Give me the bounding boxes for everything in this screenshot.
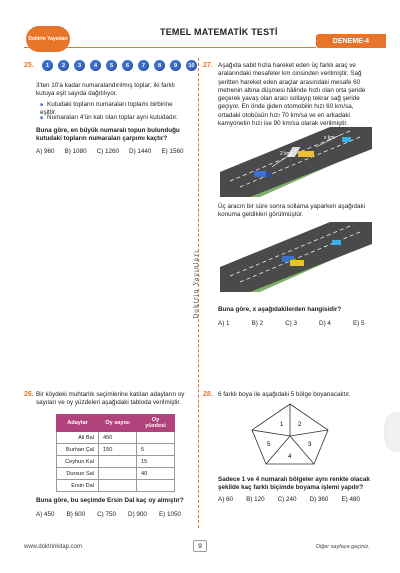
cell-name: Dursun Sal bbox=[57, 468, 99, 480]
q28-choice-e[interactable]: E) 480 bbox=[341, 496, 360, 503]
table-row bbox=[57, 444, 175, 456]
ball-icon: 9 bbox=[170, 60, 181, 71]
q28-text: 6 farklı boya ile aşağıdaki 5 bölge boyanacaktır. bbox=[218, 391, 351, 398]
q27-text: Aşağıda sabit hızla hareket eden üç farklı araç ve aralarındaki mesafeler km cinsinden verilmiştir. Sağ şeritten hareket eden araçlar arasındaki mesafe 60 metrenin altına düşmesi hâlinde hızlı olan orta şeride geçerek yavaş olan aracı sollayıp tekrar sağ şeride geçiyor. En önde giden otomobilin hızı 60 km/sa, ortadaki otobüsün hızı 70 km/sa ve en arkadaki kamyonetin hızı ise 90 km/sa olarak verilmiştir. bbox=[218, 62, 366, 128]
q27-choice-c[interactable]: C) 3 bbox=[285, 320, 298, 327]
cell-name: Ersin Dal bbox=[57, 480, 99, 492]
cell-name: Burhan Çal bbox=[57, 444, 99, 456]
q27-number: 27. bbox=[203, 62, 213, 69]
q27-choice-d[interactable]: D) 4 bbox=[319, 320, 331, 327]
cell-percent: 15 bbox=[137, 456, 175, 468]
cell-percent: 40 bbox=[137, 468, 175, 480]
q28-choice-b[interactable]: B) 120 bbox=[246, 496, 265, 503]
road-scene-1 bbox=[220, 127, 372, 197]
col-header-votes: Oy sayısı bbox=[99, 415, 137, 432]
q25-choices bbox=[36, 148, 184, 155]
cell-votes: 150 bbox=[99, 444, 137, 456]
q27-choices bbox=[218, 320, 365, 327]
q25-choice-a[interactable]: A) 960 bbox=[36, 148, 55, 155]
q25-choice-d[interactable]: D) 1440 bbox=[129, 148, 152, 155]
cell-percent: 5 bbox=[137, 444, 175, 456]
pentagon-diagram bbox=[250, 402, 330, 466]
cell-votes bbox=[99, 468, 137, 480]
ball-icon: 7 bbox=[138, 60, 149, 71]
cell-percent bbox=[137, 432, 175, 444]
q25-bullet-1: ■ Kutudaki topların numaraları toplamı birbirine eşittir. bbox=[40, 101, 190, 117]
q28-choice-a[interactable]: A) 60 bbox=[218, 496, 234, 503]
q26-choice-d[interactable]: D) 900 bbox=[128, 511, 147, 518]
ball-icon: 2 bbox=[58, 60, 69, 71]
spine-text: Doktrin Yayınları bbox=[193, 250, 200, 319]
distance-2km-label: 2 km bbox=[280, 151, 291, 157]
region-label-3: 3 bbox=[308, 442, 312, 448]
q25-choice-c[interactable]: C) 1260 bbox=[96, 148, 120, 155]
ball-icon: 1 bbox=[42, 60, 53, 71]
region-label-4: 4 bbox=[288, 454, 292, 460]
car-icon bbox=[342, 137, 351, 142]
q26-choice-a[interactable]: A) 450 bbox=[36, 511, 55, 518]
q27-choice-e[interactable]: E) 5 bbox=[352, 320, 365, 327]
road-scene-2 bbox=[220, 222, 372, 292]
table-row bbox=[57, 432, 175, 444]
q28-choice-c[interactable]: C) 240 bbox=[277, 496, 297, 503]
ball-icon: 3 bbox=[74, 60, 85, 71]
q27-question: Buna göre, x aşağıdakilerden hangisidir? bbox=[218, 306, 342, 313]
votes-table bbox=[56, 414, 175, 492]
q26-question: Buna göre, bu seçimde Ersin Dal kaç oy almıştır? bbox=[36, 497, 184, 504]
table-row bbox=[57, 480, 175, 492]
region-label-2: 2 bbox=[298, 422, 302, 428]
q26-choices bbox=[36, 511, 181, 518]
header-rule bbox=[24, 47, 316, 48]
region-label-1: 1 bbox=[280, 422, 284, 428]
cell-votes bbox=[99, 480, 137, 492]
col-header-percent: Oy yüzdesi bbox=[137, 415, 175, 432]
q25-bullet-2: ■ Numaraları 4'ün katı olan toplar aynı kutudadır. bbox=[40, 114, 190, 122]
q25-choice-e[interactable]: E) 1560 bbox=[161, 148, 184, 155]
q25-intro: 3'ten 10'a kadar numaralandırılmış toplar; iki farklı kutuya eşit sayıda dağıtılıyor. bbox=[36, 82, 175, 98]
q25-question: Buna göre, en büyük numaralı topun bulunduğu kutudaki topların numaraları çarpımı kaçtır? bbox=[36, 127, 180, 143]
car-icon bbox=[332, 240, 341, 245]
table-row bbox=[57, 468, 175, 480]
q25-choice-b[interactable]: B) 1080 bbox=[64, 148, 87, 155]
exam-tab: DENEME-4 bbox=[316, 34, 386, 48]
bus-icon bbox=[298, 151, 314, 157]
ball-icon: 6 bbox=[122, 60, 133, 71]
cell-votes: 450 bbox=[99, 432, 137, 444]
q25-balls bbox=[42, 60, 197, 71]
ball-icon: 5 bbox=[106, 60, 117, 71]
q25-number: 25. bbox=[24, 62, 34, 69]
q27-choice-a[interactable]: A) 1 bbox=[218, 320, 230, 327]
q27-choice-b[interactable]: B) 2 bbox=[251, 320, 264, 327]
publisher-logo bbox=[26, 26, 70, 52]
distance-x-label: x km bbox=[324, 135, 335, 141]
table-header-row bbox=[57, 415, 175, 432]
footer-url[interactable]: www.doktrinkitap.com bbox=[24, 544, 83, 550]
ball-icon: 4 bbox=[90, 60, 101, 71]
q26-choice-e[interactable]: E) 1050 bbox=[158, 511, 181, 518]
cell-name: Ceyhun Kal bbox=[57, 456, 99, 468]
cell-percent bbox=[137, 480, 175, 492]
next-page-note: Diğer sayfaya geçiniz. bbox=[316, 544, 370, 550]
logo-text: Doktrin Yayınları bbox=[28, 36, 68, 42]
table-row bbox=[57, 456, 175, 468]
page-edge-tab[interactable] bbox=[386, 412, 400, 452]
q26-text: Bir köydeki muhtarlık seçimlerine katılan adayların oy sayıları ve oy yüzdeleri aşağıdaki tabloda verilmiştir. bbox=[36, 391, 185, 407]
ball-icon: 8 bbox=[154, 60, 165, 71]
q26-number: 26. bbox=[24, 391, 34, 398]
cell-votes bbox=[99, 456, 137, 468]
q27-mid-text: Üç aracın bir süre sonra sollama yaparken aşağıdaki konuma geldikleri görülmüştür. bbox=[218, 203, 365, 219]
bus-icon bbox=[290, 260, 304, 266]
region-label-5: 5 bbox=[267, 442, 271, 448]
q26-choice-b[interactable]: B) 600 bbox=[66, 511, 86, 518]
page-number: 9 bbox=[193, 540, 207, 552]
q28-choices bbox=[218, 496, 360, 503]
ball-icon: 10 bbox=[186, 60, 197, 71]
q26-choice-c[interactable]: C) 750 bbox=[97, 511, 117, 518]
cell-name: Ali Bal bbox=[57, 432, 99, 444]
q28-question: Sadece 1 ve 4 numaralı bölgeler aynı renkte olacak şekilde kaç farklı biçimde boyama işlemi yapılır? bbox=[218, 476, 370, 492]
col-header-candidates: Adaylar bbox=[57, 415, 99, 432]
q28-choice-d[interactable]: D) 360 bbox=[309, 496, 329, 503]
q28-number: 28. bbox=[203, 391, 213, 398]
page-title: TEMEL MATEMATİK TESTİ bbox=[160, 27, 278, 37]
